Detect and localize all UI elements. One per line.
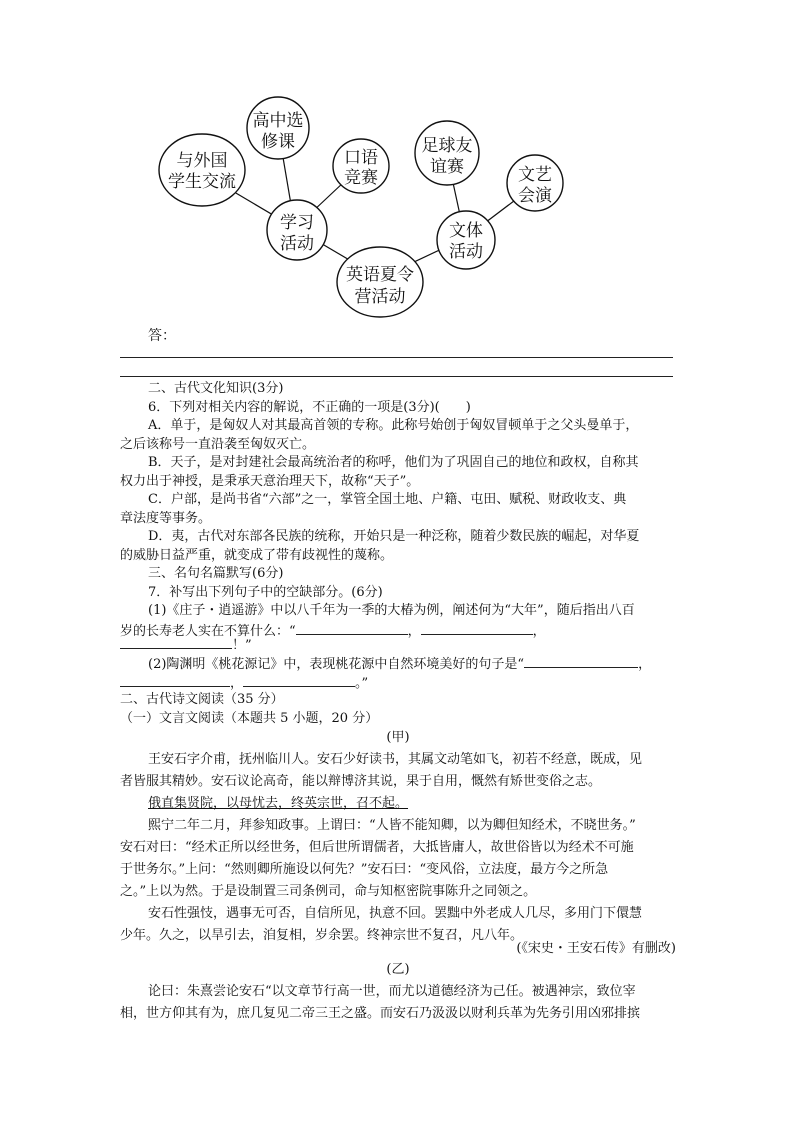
section3-title: 三、名句名篇默写(6分) (148, 566, 284, 581)
mind-map (0, 0, 794, 330)
q6-option-c-line1: C．户部，是尚书省“六部”之一，掌管全国土地、户籍、屯田、赋税、财政收支、典 (148, 492, 627, 507)
learn-line-2: 活动 (280, 234, 314, 254)
q6-option-d-line1: D．夷，古代对东部各民族的统称，开始只是一种泛称，随着少数民族的崛起，对华夏 (148, 529, 640, 544)
answer-line-2[interactable] (120, 376, 673, 377)
q7-part1-prompt: 岁的长寿老人实在不算什么：“ (120, 623, 296, 639)
q6-option-a-line2: 之后该称号一直沿袭至匈奴灭亡。 (120, 436, 316, 452)
q7-comma-4: ， (230, 675, 244, 691)
yi-label: (乙) (386, 962, 410, 977)
q7-end-2: 。” (355, 675, 369, 691)
q7-comma-3: ， (638, 657, 652, 672)
q7-comma-2: ， (532, 623, 546, 639)
q7-part1-line3 (120, 635, 676, 656)
jia-p1-line2: 者皆服其精妙。安石议论高奇，能以辩博济其说，果于自用，慨然有矫世变俗之志。 (120, 774, 602, 789)
q6-option-b-line1: B．天子，是对封建社会最高统治者的称呼，他们为了巩固自己的地位和政权，自称其 (148, 455, 639, 470)
jia-p4-line1: 安石性强忮，遇事无可否，自信所见，执意不回。罢黜中外老成人几尽，多用门下儇慧 (148, 906, 643, 921)
jia-p3-line2: 安石对曰：“经术正所以经世务，但后世所谓儒者，大抵皆庸人，故世俗皆以为经术不可施 (120, 840, 634, 855)
foreign-line-2: 学生交流 (168, 172, 236, 192)
culture-line-2: 活动 (449, 242, 483, 262)
part2-title: 二、古代诗文阅读（35 分） (120, 692, 284, 707)
q6-option-d-line2: 的威胁日益严重，就变成了带有歧视性的蔑称。 (120, 547, 394, 563)
jia-label: (甲) (386, 730, 410, 745)
jia-p3-line4: 之。”上以为然。于是设制置三司条例司，命与知枢密院事陈升之同领之。 (120, 884, 537, 899)
q7-end-1: ！” (232, 638, 252, 653)
yi-p1-line2: 相，世方仰其有为，庶几复见二帝三王之盛。而安石乃汲汲以财利兵革为先务引用凶邪排摈 (120, 1006, 641, 1021)
q6-option-a-line1: A．单于，是匈奴人对其最高首领的专称。此称号始创于匈奴冒顿单于之父头曼单于， (148, 418, 639, 433)
elective-line-2: 修课 (261, 132, 295, 152)
q6-option-b-line2: 权力出于神授，是秉承天意治理天下，故称“天子”。 (120, 473, 420, 489)
oral-line-2: 竞赛 (344, 168, 378, 188)
yi-p1-line1: 论曰：朱熹尝论安石“以文章节行高一世，而尤以道德经济为己任。被遇神宗，致位宰 (148, 984, 636, 999)
elective-line-1: 高中选 (252, 111, 304, 131)
q7-part1-line1: (1)《庄子・逍遥游》中以八千年为一季的大椿为例，阐述何为“大年”，随后指出八百 (148, 603, 635, 618)
q7-comma-1: ， (407, 623, 421, 639)
section2-title: 二、古代文化知识(3分) (148, 381, 284, 396)
center-line-1: 英语夏令 (346, 265, 414, 285)
oral-line-1: 口语 (344, 148, 378, 168)
q7-blank-3[interactable] (120, 635, 232, 649)
jia-p4-line2: 少年。久之，以旱引去，洎复相，岁余罢。终神宗世不复召，凡八年。 (120, 928, 524, 943)
foreign-line-1: 与外国 (176, 151, 228, 171)
art-line-1: 文艺 (518, 165, 552, 185)
q7-blank-4[interactable] (524, 654, 638, 668)
q7-blank-5[interactable] (120, 673, 230, 687)
q6-stem: 6．下列对相关内容的解说，不正确的一项是(3分)( ) (148, 399, 471, 415)
q7-blank-2[interactable] (421, 621, 533, 635)
art-line-2: 会演 (518, 186, 552, 206)
learn-line-1: 学习 (280, 213, 314, 233)
center-line-2: 营活动 (354, 287, 406, 307)
jia-p3-line3: 于世务尔。”上问：“然则卿所施设以何先？”安石曰：“变风俗，立法度，最方今之所急 (120, 862, 609, 877)
answer-label: 答： (148, 328, 176, 344)
q7-stem: 7．补写出下列句子中的空缺部分。(6分) (148, 584, 383, 600)
q7-part2-line1 (148, 654, 676, 675)
football-line-2: 谊赛 (430, 157, 464, 177)
jia-p2-underlined: 俄直集贤院，以母忧去，终英宗世，召不起。 (148, 796, 409, 811)
culture-line-1: 文体 (449, 221, 483, 241)
q7-blank-6[interactable] (243, 673, 355, 687)
q6-option-c-line2: 章法度等事务。 (120, 510, 212, 526)
part2-subtitle: （一）文言文阅读（本题共 5 小题，20 分） (120, 710, 379, 726)
jia-p3-line1: 熙宁二年二月，拜参知政事。上谓曰：“人皆不能知卿，以为卿但知经术，不晓世务。” (148, 818, 636, 833)
football-line-1: 足球友 (421, 136, 473, 156)
answer-line-1[interactable] (120, 357, 673, 358)
jia-p1-line1: 王安石字介甫，抚州临川人。安石少好读书，其属文动笔如飞，初若不经意，既成，见 (148, 752, 643, 767)
q7-part2-line2 (120, 673, 676, 694)
jia-source: (《宋史・王安石传》有删改) (516, 941, 676, 956)
q7-part2-prompt: (2)陶渊明《桃花源记》中，表现桃花源中自然环境美好的句子是“ (148, 657, 525, 672)
q7-blank-1[interactable] (296, 621, 408, 635)
